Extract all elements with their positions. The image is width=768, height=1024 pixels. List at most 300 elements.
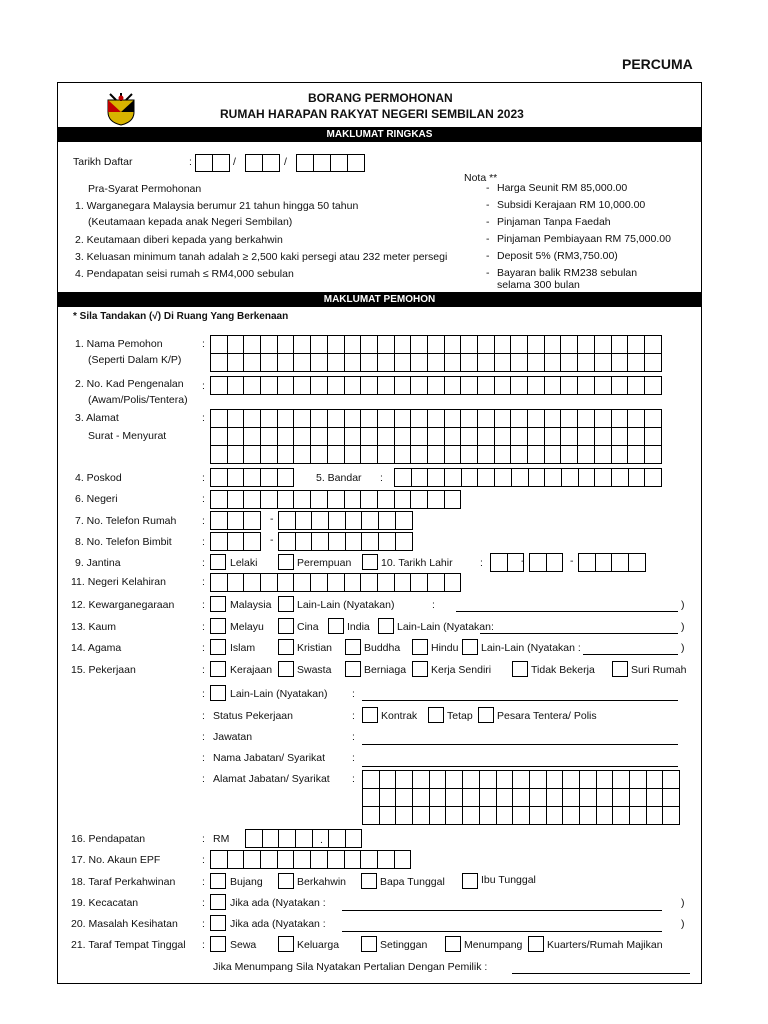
grid-cell[interactable] xyxy=(211,851,228,869)
grid-cell[interactable] xyxy=(528,428,545,446)
bandar-grid[interactable] xyxy=(394,468,662,487)
grid-cell[interactable] xyxy=(244,469,261,487)
grid-cell[interactable] xyxy=(613,771,630,789)
buddha-checkbox[interactable] xyxy=(345,639,361,655)
grid-cell[interactable] xyxy=(345,446,362,464)
grid-cell[interactable] xyxy=(228,377,245,395)
bujang-checkbox[interactable] xyxy=(210,873,226,889)
grid-cell[interactable] xyxy=(328,851,345,869)
grid-cell[interactable] xyxy=(445,336,462,354)
grid-cell[interactable] xyxy=(311,410,328,428)
grid-cell[interactable] xyxy=(294,428,311,446)
grid-cell[interactable] xyxy=(294,354,311,372)
grid-cell[interactable] xyxy=(346,830,363,848)
grid-cell[interactable] xyxy=(328,574,345,592)
kecacatan-checkbox[interactable] xyxy=(210,894,226,910)
suri-rumah-checkbox[interactable] xyxy=(612,661,628,677)
grid-cell[interactable] xyxy=(478,446,495,464)
kp-grid[interactable] xyxy=(210,376,662,395)
grid-cell[interactable] xyxy=(528,410,545,428)
grid-cell[interactable] xyxy=(545,469,562,487)
grid-cell[interactable] xyxy=(294,851,311,869)
lelaki-checkbox[interactable] xyxy=(210,554,226,570)
grid-cell[interactable] xyxy=(595,469,612,487)
grid-cell[interactable] xyxy=(612,354,629,372)
grid-cell[interactable] xyxy=(361,354,378,372)
grid-cell[interactable] xyxy=(346,533,363,551)
grid-cell[interactable] xyxy=(413,771,430,789)
grid-cell[interactable] xyxy=(529,469,546,487)
grid-cell[interactable] xyxy=(561,428,578,446)
kecacatan-line[interactable] xyxy=(342,910,662,911)
grid-cell[interactable] xyxy=(495,410,512,428)
swasta-checkbox[interactable] xyxy=(278,661,294,677)
grid-cell[interactable] xyxy=(294,446,311,464)
kewarganegaraan-line[interactable] xyxy=(456,611,678,612)
grid-cell[interactable] xyxy=(311,446,328,464)
grid-cell[interactable] xyxy=(278,574,295,592)
grid-cell[interactable] xyxy=(395,354,412,372)
grid-cell[interactable] xyxy=(228,491,245,509)
grid-cell[interactable] xyxy=(363,789,380,807)
grid-cell[interactable] xyxy=(361,851,378,869)
setinggan-checkbox[interactable] xyxy=(361,936,377,952)
grid-cell[interactable] xyxy=(211,377,228,395)
grid-cell[interactable] xyxy=(261,410,278,428)
grid-cell[interactable] xyxy=(513,771,530,789)
grid-cell[interactable] xyxy=(480,807,497,825)
grid-cell[interactable] xyxy=(461,354,478,372)
grid-cell[interactable] xyxy=(478,354,495,372)
grid-cell[interactable] xyxy=(261,354,278,372)
grid-cell[interactable] xyxy=(495,446,512,464)
negeri-grid[interactable] xyxy=(210,490,461,509)
grid-cell[interactable] xyxy=(545,410,562,428)
grid-cell[interactable] xyxy=(294,410,311,428)
grid-cell[interactable] xyxy=(480,789,497,807)
grid-cell[interactable] xyxy=(378,851,395,869)
grid-cell[interactable] xyxy=(478,469,495,487)
grid-cell[interactable] xyxy=(663,771,680,789)
bapa-tunggal-checkbox[interactable] xyxy=(361,873,377,889)
grid-cell[interactable] xyxy=(595,354,612,372)
grid-cell[interactable] xyxy=(378,574,395,592)
grid-cell[interactable] xyxy=(346,512,363,530)
grid-cell[interactable] xyxy=(545,336,562,354)
grid-cell[interactable] xyxy=(511,446,528,464)
grid-cell[interactable] xyxy=(511,410,528,428)
grid-cell[interactable] xyxy=(244,428,261,446)
grid-cell[interactable] xyxy=(278,410,295,428)
grid-cell[interactable] xyxy=(428,574,445,592)
grid-cell[interactable] xyxy=(396,533,413,551)
grid-cell[interactable] xyxy=(428,446,445,464)
grid-cell[interactable] xyxy=(580,807,597,825)
grid-cell[interactable] xyxy=(311,491,328,509)
tarikh-daftar-day[interactable] xyxy=(195,154,230,172)
grid-cell[interactable] xyxy=(561,336,578,354)
grid-cell[interactable] xyxy=(411,410,428,428)
grid-cell[interactable] xyxy=(311,428,328,446)
grid-cell[interactable] xyxy=(461,336,478,354)
grid-cell[interactable] xyxy=(445,446,462,464)
grid-cell[interactable] xyxy=(612,554,629,572)
grid-cell[interactable] xyxy=(545,377,562,395)
grid-cell[interactable] xyxy=(395,336,412,354)
grid-cell[interactable] xyxy=(345,491,362,509)
grid-cell[interactable] xyxy=(395,410,412,428)
grid-cell[interactable] xyxy=(628,377,645,395)
grid-cell[interactable] xyxy=(530,789,547,807)
grid-cell[interactable] xyxy=(528,446,545,464)
grid-cell[interactable] xyxy=(211,512,228,530)
grid-cell[interactable] xyxy=(396,512,413,530)
grid-cell[interactable] xyxy=(595,446,612,464)
grid-cell[interactable] xyxy=(395,851,412,869)
grid-cell[interactable] xyxy=(395,377,412,395)
hindu-checkbox[interactable] xyxy=(412,639,428,655)
grid-cell[interactable] xyxy=(278,851,295,869)
grid-cell[interactable] xyxy=(244,410,261,428)
grid-cell[interactable] xyxy=(261,491,278,509)
sewa-checkbox[interactable] xyxy=(210,936,226,952)
grid-cell[interactable] xyxy=(312,512,329,530)
grid-cell[interactable] xyxy=(211,469,228,487)
pendapatan-sen[interactable] xyxy=(328,829,362,848)
grid-cell[interactable] xyxy=(495,469,512,487)
grid-cell[interactable] xyxy=(511,428,528,446)
grid-cell[interactable] xyxy=(244,574,261,592)
pesara-checkbox[interactable] xyxy=(478,707,494,723)
grid-cell[interactable] xyxy=(630,789,647,807)
grid-cell[interactable] xyxy=(361,336,378,354)
tidak-bekerja-checkbox[interactable] xyxy=(512,661,528,677)
grid-cell[interactable] xyxy=(411,336,428,354)
grid-cell[interactable] xyxy=(362,533,379,551)
epf-grid[interactable] xyxy=(210,850,411,869)
grid-cell[interactable] xyxy=(211,410,228,428)
grid-cell[interactable] xyxy=(294,377,311,395)
grid-cell[interactable] xyxy=(563,789,580,807)
grid-cell[interactable] xyxy=(294,574,311,592)
grid-cell[interactable] xyxy=(628,428,645,446)
grid-cell[interactable] xyxy=(561,446,578,464)
grid-cell[interactable] xyxy=(613,807,630,825)
grid-cell[interactable] xyxy=(396,771,413,789)
kaum-line[interactable] xyxy=(480,633,678,634)
grid-cell[interactable] xyxy=(411,428,428,446)
islam-checkbox[interactable] xyxy=(210,639,226,655)
tarikh-daftar-month[interactable] xyxy=(245,154,280,172)
grid-cell[interactable] xyxy=(446,771,463,789)
kerajaan-checkbox[interactable] xyxy=(210,661,226,677)
grid-cell[interactable] xyxy=(296,533,313,551)
tetap-checkbox[interactable] xyxy=(428,707,444,723)
grid-cell[interactable] xyxy=(478,428,495,446)
grid-cell[interactable] xyxy=(530,554,547,572)
lain-pekerjaan-line[interactable] xyxy=(362,700,678,701)
grid-cell[interactable] xyxy=(361,574,378,592)
grid-cell[interactable] xyxy=(628,410,645,428)
kesihatan-line[interactable] xyxy=(342,931,662,932)
grid-cell[interactable] xyxy=(328,377,345,395)
grid-cell[interactable] xyxy=(563,807,580,825)
grid-cell[interactable] xyxy=(380,807,397,825)
tarikh-daftar-year[interactable] xyxy=(296,154,365,172)
grid-cell[interactable] xyxy=(278,469,295,487)
grid-cell[interactable] xyxy=(597,789,614,807)
grid-cell[interactable] xyxy=(578,428,595,446)
grid-cell[interactable] xyxy=(597,807,614,825)
tarikh-lahir-year[interactable] xyxy=(578,553,646,572)
grid-cell[interactable] xyxy=(278,446,295,464)
grid-cell[interactable] xyxy=(345,574,362,592)
nama-grid[interactable] xyxy=(210,335,662,372)
grid-cell[interactable] xyxy=(478,336,495,354)
grid-cell[interactable] xyxy=(363,771,380,789)
grid-cell[interactable] xyxy=(311,851,328,869)
grid-cell[interactable] xyxy=(328,410,345,428)
grid-cell[interactable] xyxy=(428,410,445,428)
grid-cell[interactable] xyxy=(228,469,245,487)
grid-cell[interactable] xyxy=(413,789,430,807)
alamat-jabatan-grid[interactable] xyxy=(362,770,680,825)
grid-cell[interactable] xyxy=(578,336,595,354)
tarikh-lahir-checkbox[interactable] xyxy=(362,554,378,570)
grid-cell[interactable] xyxy=(645,377,662,395)
grid-cell[interactable] xyxy=(478,410,495,428)
keluarga-checkbox[interactable] xyxy=(278,936,294,952)
grid-cell[interactable] xyxy=(430,807,447,825)
berkahwin-checkbox[interactable] xyxy=(278,873,294,889)
grid-cell[interactable] xyxy=(495,428,512,446)
grid-cell[interactable] xyxy=(511,336,528,354)
grid-cell[interactable] xyxy=(244,446,261,464)
grid-cell[interactable] xyxy=(596,554,613,572)
grid-cell[interactable] xyxy=(244,512,261,530)
grid-cell[interactable] xyxy=(228,428,245,446)
grid-cell[interactable] xyxy=(311,377,328,395)
grid-cell[interactable] xyxy=(328,428,345,446)
grid-cell[interactable] xyxy=(278,428,295,446)
grid-cell[interactable] xyxy=(395,469,412,487)
ibu-tunggal-checkbox[interactable] xyxy=(462,873,478,889)
grid-cell[interactable] xyxy=(545,446,562,464)
grid-cell[interactable] xyxy=(244,354,261,372)
grid-cell[interactable] xyxy=(378,428,395,446)
grid-cell[interactable] xyxy=(630,807,647,825)
grid-cell[interactable] xyxy=(630,771,647,789)
kristian-checkbox[interactable] xyxy=(278,639,294,655)
grid-cell[interactable] xyxy=(547,771,564,789)
grid-cell[interactable] xyxy=(446,807,463,825)
grid-cell[interactable] xyxy=(396,807,413,825)
malaysia-checkbox[interactable] xyxy=(210,596,226,612)
grid-cell[interactable] xyxy=(296,512,313,530)
grid-cell[interactable] xyxy=(547,807,564,825)
grid-cell[interactable] xyxy=(244,377,261,395)
grid-cell[interactable] xyxy=(511,377,528,395)
grid-cell[interactable] xyxy=(428,377,445,395)
grid-cell[interactable] xyxy=(261,574,278,592)
grid-cell[interactable] xyxy=(595,428,612,446)
grid-cell[interactable] xyxy=(497,789,514,807)
tarikh-lahir-day[interactable] xyxy=(490,553,524,572)
grid-cell[interactable] xyxy=(663,789,680,807)
grid-cell[interactable] xyxy=(612,428,629,446)
grid-cell[interactable] xyxy=(428,491,445,509)
grid-cell[interactable] xyxy=(495,354,512,372)
grid-cell[interactable] xyxy=(378,377,395,395)
grid-cell[interactable] xyxy=(211,491,228,509)
grid-cell[interactable] xyxy=(612,410,629,428)
grid-cell[interactable] xyxy=(211,336,228,354)
grid-cell[interactable] xyxy=(547,789,564,807)
jawatan-line[interactable] xyxy=(362,744,678,745)
grid-cell[interactable] xyxy=(445,354,462,372)
grid-cell[interactable] xyxy=(613,789,630,807)
grid-cell[interactable] xyxy=(645,469,662,487)
grid-cell[interactable] xyxy=(228,354,245,372)
grid-cell[interactable] xyxy=(263,830,280,848)
grid-cell[interactable] xyxy=(411,491,428,509)
grid-cell[interactable] xyxy=(462,469,479,487)
grid-cell[interactable] xyxy=(228,851,245,869)
pertalian-line[interactable] xyxy=(512,973,690,974)
grid-cell[interactable] xyxy=(395,574,412,592)
grid-cell[interactable] xyxy=(211,533,228,551)
grid-cell[interactable] xyxy=(430,771,447,789)
grid-cell[interactable] xyxy=(395,428,412,446)
cina-checkbox[interactable] xyxy=(278,618,294,634)
grid-cell[interactable] xyxy=(513,807,530,825)
grid-cell[interactable] xyxy=(279,533,296,551)
grid-cell[interactable] xyxy=(380,771,397,789)
grid-cell[interactable] xyxy=(580,789,597,807)
grid-cell[interactable] xyxy=(645,410,662,428)
grid-cell[interactable] xyxy=(363,807,380,825)
grid-cell[interactable] xyxy=(244,336,261,354)
grid-cell[interactable] xyxy=(629,469,646,487)
pendapatan-ringgit[interactable] xyxy=(245,829,329,848)
grid-cell[interactable] xyxy=(579,554,596,572)
grid-cell[interactable] xyxy=(395,446,412,464)
grid-cell[interactable] xyxy=(645,354,662,372)
grid-cell[interactable] xyxy=(612,469,629,487)
grid-cell[interactable] xyxy=(445,410,462,428)
grid-cell[interactable] xyxy=(261,377,278,395)
lain-warga-checkbox[interactable] xyxy=(278,596,294,612)
nama-jabatan-line[interactable] xyxy=(362,766,678,767)
grid-cell[interactable] xyxy=(530,771,547,789)
grid-cell[interactable] xyxy=(645,336,662,354)
grid-cell[interactable] xyxy=(311,336,328,354)
tel-bimbit-prefix[interactable] xyxy=(210,532,261,551)
grid-cell[interactable] xyxy=(345,377,362,395)
grid-cell[interactable] xyxy=(228,410,245,428)
grid-cell[interactable] xyxy=(411,446,428,464)
grid-cell[interactable] xyxy=(211,428,228,446)
kesihatan-checkbox[interactable] xyxy=(210,915,226,931)
grid-cell[interactable] xyxy=(261,469,278,487)
grid-cell[interactable] xyxy=(261,336,278,354)
grid-cell[interactable] xyxy=(361,491,378,509)
grid-cell[interactable] xyxy=(545,354,562,372)
grid-cell[interactable] xyxy=(329,512,346,530)
grid-cell[interactable] xyxy=(246,830,263,848)
poskod-grid[interactable] xyxy=(210,468,294,487)
grid-cell[interactable] xyxy=(294,336,311,354)
negeri-kelahiran-grid[interactable] xyxy=(210,573,461,592)
grid-cell[interactable] xyxy=(244,491,261,509)
grid-cell[interactable] xyxy=(491,554,508,572)
grid-cell[interactable] xyxy=(445,377,462,395)
grid-cell[interactable] xyxy=(645,428,662,446)
grid-cell[interactable] xyxy=(461,410,478,428)
grid-cell[interactable] xyxy=(279,830,296,848)
grid-cell[interactable] xyxy=(561,377,578,395)
grid-cell[interactable] xyxy=(579,469,596,487)
grid-cell[interactable] xyxy=(211,574,228,592)
grid-cell[interactable] xyxy=(663,807,680,825)
grid-cell[interactable] xyxy=(428,469,445,487)
grid-cell[interactable] xyxy=(345,851,362,869)
grid-cell[interactable] xyxy=(294,491,311,509)
grid-cell[interactable] xyxy=(378,336,395,354)
menumpang-checkbox[interactable] xyxy=(445,936,461,952)
grid-cell[interactable] xyxy=(580,771,597,789)
grid-cell[interactable] xyxy=(428,336,445,354)
grid-cell[interactable] xyxy=(378,354,395,372)
grid-cell[interactable] xyxy=(362,512,379,530)
grid-cell[interactable] xyxy=(329,533,346,551)
grid-cell[interactable] xyxy=(329,830,346,848)
grid-cell[interactable] xyxy=(528,336,545,354)
grid-cell[interactable] xyxy=(562,469,579,487)
grid-cell[interactable] xyxy=(578,446,595,464)
grid-cell[interactable] xyxy=(361,446,378,464)
tel-bimbit-number[interactable] xyxy=(278,532,413,551)
grid-cell[interactable] xyxy=(612,336,629,354)
grid-cell[interactable] xyxy=(595,336,612,354)
berniaga-checkbox[interactable] xyxy=(345,661,361,677)
grid-cell[interactable] xyxy=(244,533,261,551)
grid-cell[interactable] xyxy=(597,771,614,789)
grid-cell[interactable] xyxy=(497,807,514,825)
grid-cell[interactable] xyxy=(647,789,664,807)
grid-cell[interactable] xyxy=(513,789,530,807)
grid-cell[interactable] xyxy=(628,336,645,354)
grid-cell[interactable] xyxy=(561,410,578,428)
kuarters-checkbox[interactable] xyxy=(528,936,544,952)
grid-cell[interactable] xyxy=(463,789,480,807)
grid-cell[interactable] xyxy=(211,446,228,464)
grid-cell[interactable] xyxy=(328,491,345,509)
grid-cell[interactable] xyxy=(278,377,295,395)
grid-cell[interactable] xyxy=(612,446,629,464)
grid-cell[interactable] xyxy=(311,354,328,372)
grid-cell[interactable] xyxy=(647,807,664,825)
grid-cell[interactable] xyxy=(378,491,395,509)
grid-cell[interactable] xyxy=(228,446,245,464)
grid-cell[interactable] xyxy=(244,851,261,869)
grid-cell[interactable] xyxy=(345,336,362,354)
tel-rumah-prefix[interactable] xyxy=(210,511,261,530)
grid-cell[interactable] xyxy=(497,771,514,789)
grid-cell[interactable] xyxy=(261,446,278,464)
grid-cell[interactable] xyxy=(228,512,245,530)
grid-cell[interactable] xyxy=(411,377,428,395)
